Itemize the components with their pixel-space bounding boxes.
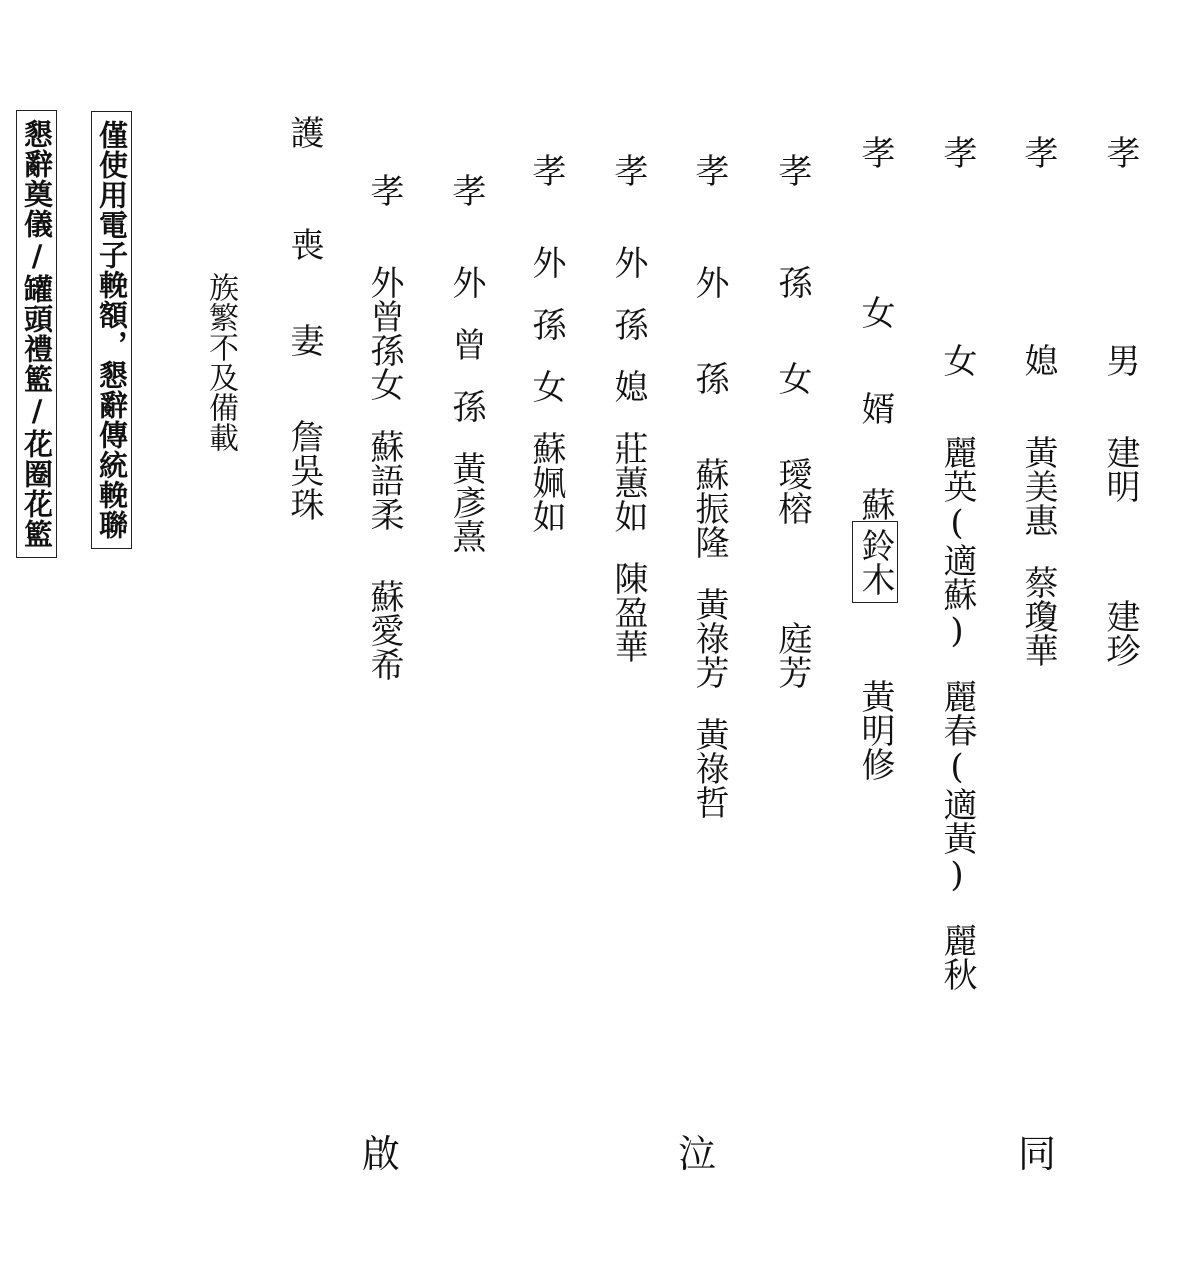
filial-label: 孝 — [1100, 135, 1140, 199]
boxed-name: 鈴木 — [852, 521, 898, 603]
mourner-name: 麗秋 — [937, 923, 977, 991]
mourner-column-great-granddaughters — [364, 173, 404, 681]
filial-label: 孝 — [446, 173, 486, 237]
filial-label: 孝 — [937, 135, 977, 199]
mourner-column-daughters — [937, 135, 977, 991]
relation-label: 喪妻 — [284, 227, 324, 419]
filial-label: 孝 — [855, 135, 895, 199]
mourner-name: 麗英(適蘇) — [937, 435, 977, 651]
mourner-name: 蘇姵如 — [526, 431, 566, 533]
mourner-name: 璦榕 — [772, 457, 812, 525]
relation-label: 孫女 — [772, 265, 812, 457]
mourner-name: 黃彥熹 — [446, 451, 486, 553]
filial-label: 孝 — [364, 173, 404, 237]
notice-decline-gifts: 懇辭奠儀/罐頭禮籃/花圈花籃 — [16, 110, 57, 558]
mourner-column-sons — [1100, 135, 1140, 667]
notice-electronic-plaque: 僅使用電子輓額，懇辭傳統輓聯 — [91, 111, 132, 549]
relation-label: 媳 — [1018, 343, 1058, 407]
mourner-name: 黃祿哲 — [689, 717, 729, 819]
filial-label: 孝 — [772, 153, 812, 217]
relation-label: 外孫 — [689, 265, 729, 457]
filial-label: 孝 — [526, 153, 566, 217]
relation-label: 外孫女 — [526, 245, 566, 431]
mourner-name: 莊蕙如 — [608, 431, 648, 533]
mourner-column-grandsons-wives — [608, 153, 648, 663]
mourner-column-great-grandsons — [446, 173, 486, 553]
family-note-line1: 族 — [203, 272, 238, 302]
mourner-name: 詹吳珠 — [284, 419, 324, 521]
mourner-name: 蘇 — [855, 487, 895, 521]
mourner-name: 蘇語柔 — [364, 429, 404, 531]
relation-label: 外曾孫女 — [364, 265, 404, 401]
mourner-name: 黃明修 — [855, 679, 895, 781]
mourner-name: 黃美惠 — [1018, 435, 1058, 537]
relation-label: 外孫媳 — [608, 245, 648, 431]
family-note — [203, 272, 238, 452]
mourner-name: 蘇振隆 — [689, 457, 729, 559]
relation-label: 外曾孫 — [446, 265, 486, 451]
family-note-line2: 繁不及備載 — [203, 302, 238, 452]
mourner-name: 建珍 — [1100, 599, 1140, 667]
mourner-column-widower — [284, 115, 324, 521]
filial-label: 孝 — [1018, 135, 1058, 199]
guardian-label: 護 — [284, 115, 324, 179]
relation-label: 女婿 — [855, 295, 895, 487]
mourner-name: 蔡瓊華 — [1018, 565, 1058, 667]
mourner-name: 陳盈華 — [608, 561, 648, 663]
mourner-name: 黃祿芳 — [689, 587, 729, 689]
closing-char-weep: 泣 — [678, 1132, 717, 1176]
mourner-column-granddaughters — [772, 153, 812, 689]
relation-label: 女 — [937, 343, 977, 407]
closing-char-announce: 啟 — [362, 1132, 401, 1176]
mourner-name: 庭芳 — [772, 621, 812, 689]
mourner-name: 建明 — [1100, 435, 1140, 503]
mourner-name: 麗春(適黃) — [937, 679, 977, 895]
mourner-column-daughters-in-law — [1018, 135, 1058, 667]
mourner-column-granddaughters-outer — [526, 153, 566, 533]
filial-label: 孝 — [689, 153, 729, 217]
mourner-column-sons-in-law — [855, 135, 895, 781]
closing-char-together: 同 — [1018, 1132, 1057, 1176]
relation-label: 男 — [1100, 343, 1140, 407]
filial-label: 孝 — [608, 153, 648, 217]
mourner-column-grandsons — [689, 153, 729, 819]
mourner-name: 蘇愛希 — [364, 579, 404, 681]
